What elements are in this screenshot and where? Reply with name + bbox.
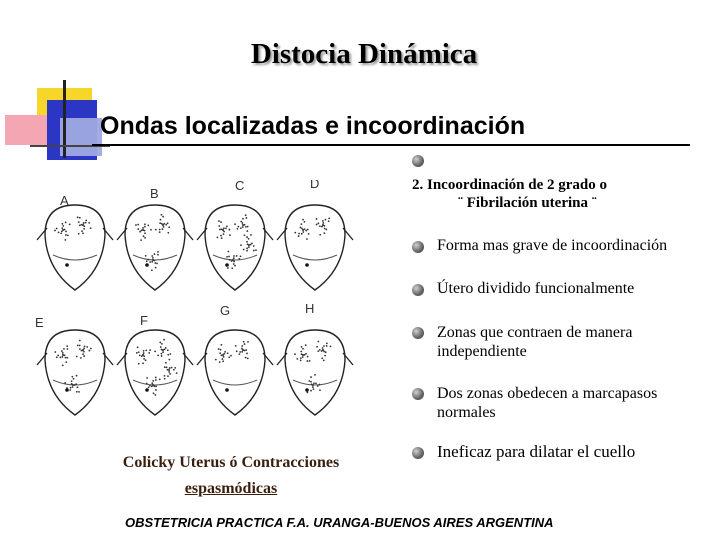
figure-label: E xyxy=(35,315,44,330)
bullet-icon xyxy=(412,327,424,339)
decor-pink-square xyxy=(5,115,51,145)
heading-line2: ¨ Fibrilación uterina ¨ xyxy=(458,195,597,211)
bullet-text: Zonas que contraen de manera independiente xyxy=(437,324,633,360)
figure-label: D xyxy=(310,180,320,191)
subtitle-underline xyxy=(92,144,690,146)
uterus-figure xyxy=(117,186,193,290)
decor-lightblue-square xyxy=(60,118,102,156)
heading-line1: 2. Incoordinación de 2 grado o xyxy=(412,177,608,193)
bullet-icon xyxy=(412,447,424,459)
section-heading xyxy=(412,176,607,212)
caption-line2: espasmódicas xyxy=(184,480,278,497)
slide-title: Distocia Dinámica xyxy=(250,38,478,70)
uterus-figure xyxy=(277,301,353,415)
figure-label: H xyxy=(305,301,315,316)
bullet-text: Útero dividido funcionalmente xyxy=(437,280,635,297)
figure-label: B xyxy=(150,186,159,201)
uterus-figure xyxy=(277,180,353,290)
figure-label: A xyxy=(60,193,69,208)
uterus-figure xyxy=(117,313,193,415)
figure-label: G xyxy=(220,303,231,318)
uterus-figure xyxy=(35,315,113,415)
uterus-figure xyxy=(197,303,273,415)
bullet-text: Dos zonas obedecen a marcapasos normales xyxy=(437,385,658,421)
figure-label: F xyxy=(140,313,148,328)
uterus-illustrations xyxy=(30,180,370,430)
bullet-text: Ineficaz para dilatar el cuello xyxy=(437,442,636,461)
bullet-text: Forma mas grave de incoordinación xyxy=(437,237,668,254)
bullet-icon xyxy=(412,155,424,167)
caption-line1: Colicky Uterus ó Contracciones xyxy=(122,454,340,471)
uterus-figure xyxy=(197,180,273,290)
uterus-figure xyxy=(37,193,113,290)
figure-caption xyxy=(86,450,376,502)
bullet-icon xyxy=(412,241,424,253)
slide-subtitle: Ondas localizadas e incoordinación xyxy=(100,112,526,140)
bullet-icon xyxy=(412,388,424,400)
bullet-icon xyxy=(412,284,424,296)
slide-footer: OBSTETRICIA PRACTICA F.A. URANGA-BUENOS AIRES ARGENTINA xyxy=(125,515,554,530)
figure-label: C xyxy=(235,180,245,193)
